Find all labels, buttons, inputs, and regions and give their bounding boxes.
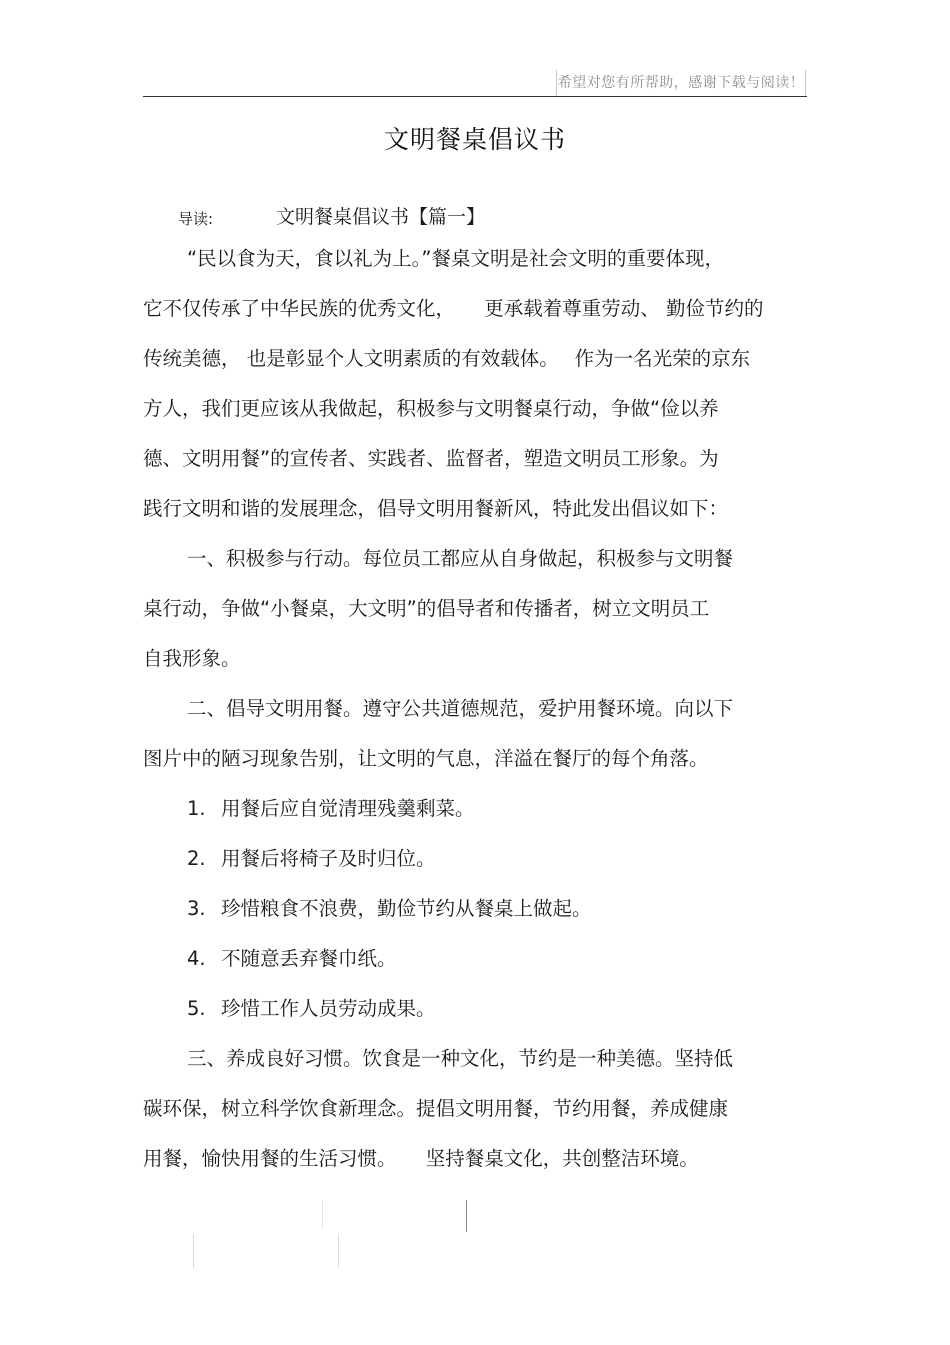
list-item-number: 1. — [187, 797, 206, 820]
list-item — [187, 944, 397, 974]
body-line: 二、倡导文明用餐。遵守公共道德规范，爱护用餐环境。向以下 — [187, 697, 734, 720]
scan-mark — [338, 1234, 339, 1268]
lead-label: 导读: — [178, 210, 214, 228]
list-item-number: 5. — [187, 997, 206, 1020]
list-item-text: 珍惜粮食不浪费，勤俭节约从餐桌上做起。 — [221, 897, 592, 920]
closing-line: 三、养成良好习惯。饮食是一种文化，节约是一种美德。坚持低 — [187, 1047, 734, 1070]
body-line: 德、文明用餐”的宣传者、实践者、监督者，塑造文明员工形象。为 — [143, 447, 719, 470]
list-item-number: 3. — [187, 897, 206, 920]
header-rule — [143, 96, 807, 97]
document-title: 文明餐桌倡议书 — [383, 125, 566, 154]
body-line: 践行文明和谐的发展理念，倡导文明用餐新风，特此发出倡议如下： — [143, 497, 729, 520]
list-item-text: 用餐后将椅子及时归位。 — [221, 847, 436, 870]
list-item-text: 不随意丢弃餐巾纸。 — [221, 947, 397, 970]
list-item — [187, 994, 436, 1024]
scan-mark — [466, 1200, 467, 1232]
lead-title: 文明餐桌倡议书【篇一】 — [276, 206, 486, 228]
scan-mark — [322, 1200, 323, 1230]
closing-line: 用餐，愉快用餐的生活习惯。 坚持餐桌文化，共创整洁环境。 — [143, 1147, 699, 1170]
body-line: 桌行动，争做“小餐桌，大文明”的倡导者和传播者，树立文明员工 — [143, 597, 710, 620]
body-line: 一、积极参与行动。每位员工都应从自身做起，积极参与文明餐 — [187, 547, 734, 570]
body-line: “民以食为天，食以礼为上。”餐桌文明是社会文明的重要体现， — [187, 247, 724, 270]
body-line: 它不仅传承了中华民族的优秀文化， 更承载着尊重劳动、 勤俭节约的 — [143, 297, 764, 320]
list-item-number: 4. — [187, 947, 206, 970]
body-line: 传统美德， 也是彰显个人文明素质的有效载体。 作为一名光荣的京东 — [143, 347, 751, 370]
list-item-number: 2. — [187, 847, 206, 870]
list-item — [187, 894, 592, 924]
list-item-text: 用餐后应自觉清理残羹剩菜。 — [221, 797, 475, 820]
scan-mark — [193, 1234, 194, 1268]
closing-line: 碳环保，树立科学饮食新理念。提倡文明用餐，节约用餐，养成健康 — [143, 1097, 729, 1120]
lead-row — [178, 202, 818, 234]
body-line: 图片中的陋习现象告别，让文明的气息，洋溢在餐厅的每个角落。 — [143, 747, 709, 770]
body-line: 方人，我们更应该从我做起，积极参与文明餐桌行动，争做“俭以养 — [143, 397, 719, 420]
list-item-text: 珍惜工作人员劳动成果。 — [221, 997, 436, 1020]
body-line: 自我形象。 — [143, 647, 241, 670]
header-note: 希望对您有所帮助，感谢下载与阅读！ — [556, 70, 806, 96]
list-item — [187, 794, 475, 824]
list-item — [187, 844, 436, 874]
